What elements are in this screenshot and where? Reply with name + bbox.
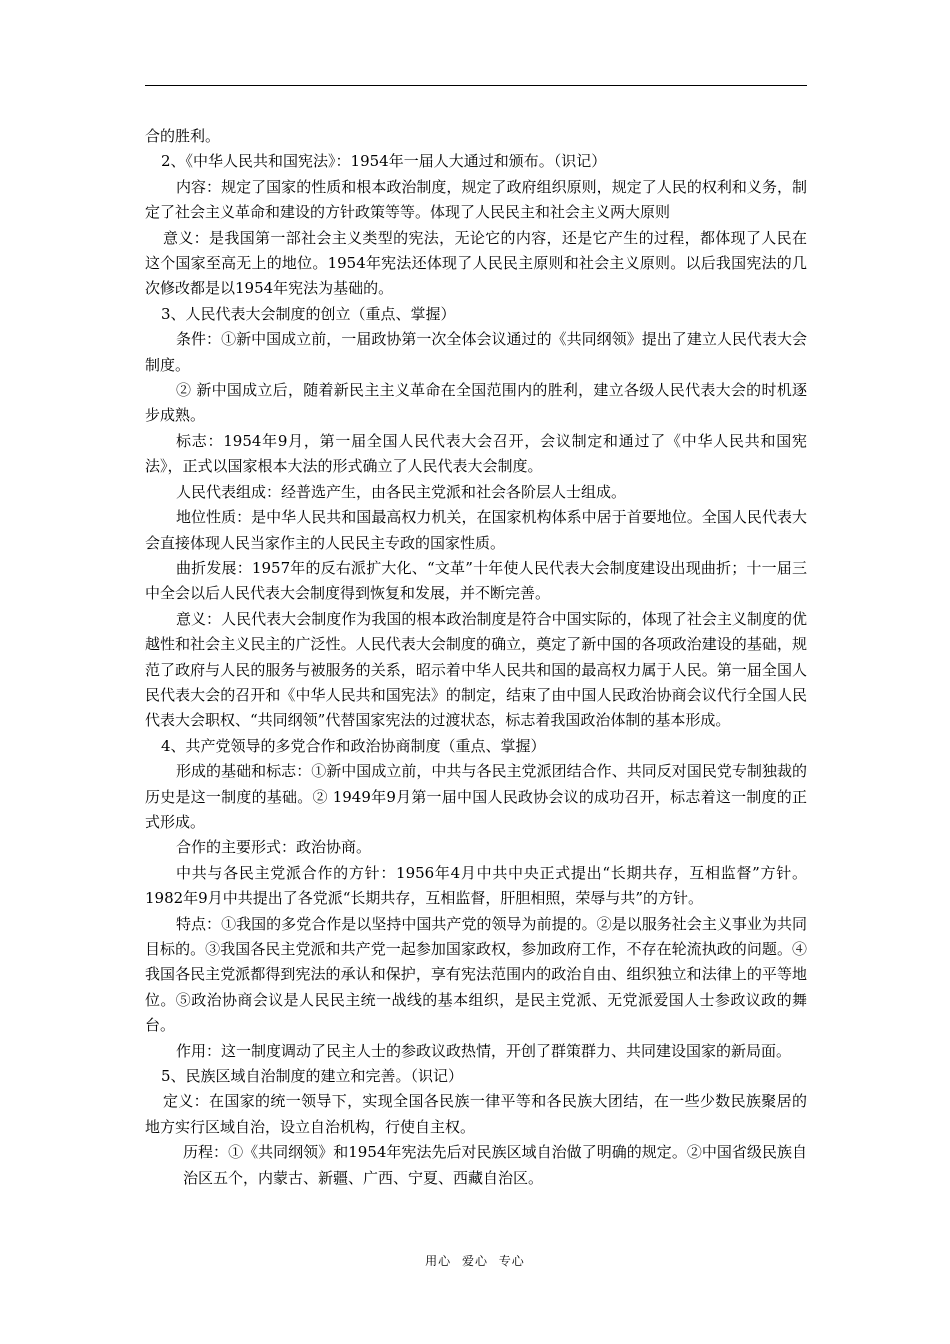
section-heading: 2、《中华人民共和国宪法》：1954年一届人大通过和颁布。（识记） bbox=[161, 152, 607, 171]
paragraph: 中共与各民主党派合作的方针：1956年4月中共中央正式提出“长期共存，互相监督”方针。1982年9月中共提出了各党派“长期共存，互相监督，肝胆相照，荣辱与共”的方针。 bbox=[145, 863, 807, 908]
paragraph: 形成的基础和标志：①新中国成立前，中共与各民主党派团结合作、共同反对国民党专制独裁的历史是这一制度的基础。② 1949年9月第一届中国人民政协会议的成功召开，标志着这一制度的正式形成。 bbox=[145, 762, 807, 831]
page-footer: 用心 爱心 专心 bbox=[425, 1254, 525, 1268]
paragraph: 作用：这一制度调动了民主人士的参政议政热情，开创了群策群力、共同建设国家的新局面。 bbox=[176, 1041, 792, 1060]
paragraph: 地位性质：是中华人民共和国最高权力机关，在国家机构体系中居于首要地位。全国人民代表大会直接体现人民当家作主的人民民主专政的国家性质。 bbox=[145, 508, 807, 552]
paragraph: 意义：人民代表大会制度作为我国的根本政治制度是符合中国实际的，体现了社会主义制度的优越性和社会主义民主的广泛性。人民代表大会制度的确立，奠定了新中国的各项政治建设的基础，规范了政府与人民的服务与被服务的关系，昭示着中华人民共和国的最高权力属于人民。第一届全国人民代表大会的召开和《中华人民共和国宪法》的制定，结束了由中国人民政治协商会议代行全国人民代表大会职权、“共同纲领”代替国家宪法的过渡状态，标志着我国政治体制的基本形成。 bbox=[145, 609, 807, 730]
paragraph: 条件：①新中国成立前，一届政协第一次全体会议通过的《共同纲领》提出了建立人民代表大会制度。 bbox=[145, 330, 807, 374]
paragraph: 标志：1954年9月，第一届全国人民代表大会召开，会议制定和通过了《中华人民共和国宪法》，正式以国家根本大法的形式确立了人民代表大会制度。 bbox=[145, 431, 807, 476]
section-heading: 5、民族区域自治制度的建立和完善。（识记） bbox=[161, 1067, 464, 1086]
paragraph: 人民代表组成：经普选产生，由各民主党派和社会各阶层人士组成。 bbox=[176, 482, 627, 501]
paragraph: 历程：①《共同纲领》和1954年宪法先后对民族区域自治做了明确的规定。②中国省级民族自治区五个，内蒙古、新疆、广西、宁夏、西藏自治区。 bbox=[183, 1143, 807, 1187]
paragraph: 内容：规定了国家的性质和根本政治制度，规定了政府组织原则，规定了人民的权利和义务，制定了社会主义革命和建设的方针政策等等。体现了人民民主和社会主义两大原则 bbox=[145, 177, 807, 222]
paragraph: 合作的主要形式：政治协商。 bbox=[176, 838, 372, 857]
paragraph: 特点：①我国的多党合作是以坚持中国共产党的领导为前提的。②是以服务社会主义事业为共同目标的。③我国各民主党派和共产党一起参加国家政权，参加政府工作，不存在轮流执政的问题。④我国各民主党派都得到宪法的承认和保护，享有宪法范围内的政治自由、组织独立和法律上的平等地位。⑤政治协商会议是人民民主统一战线的基本组织，是民主党派、无党派爱国人士参政议政的舞台。 bbox=[145, 914, 807, 1035]
header-rule bbox=[145, 85, 807, 86]
paragraph: 意义：是我国第一部社会主义类型的宪法，无论它的内容，还是它产生的过程，都体现了人民在这个国家至高无上的地位。1954年宪法还体现了人民民主原则和社会主义原则。以后我国宪法的几次修改都是以1954年宪法为基础的。 bbox=[145, 228, 807, 298]
paragraph: 合的胜利。 bbox=[145, 127, 221, 145]
paragraph: 曲折发展：1957年的反右派扩大化、“文革”十年使人民代表大会制度建设出现曲折；十一届三中全会以后人民代表大会制度得到恢复和发展，并不断完善。 bbox=[145, 558, 807, 603]
section-heading: 4、共产党领导的多党合作和政治协商制度（重点、掌握） bbox=[161, 736, 546, 755]
document-body bbox=[145, 124, 807, 1191]
paragraph: ② 新中国成立后，随着新民主主义革命在全国范围内的胜利，建立各级人民代表大会的时机逐步成熟。 bbox=[145, 381, 807, 425]
section-heading: 3、人民代表大会制度的创立（重点、掌握） bbox=[161, 304, 456, 323]
paragraph: 定义：在国家的统一领导下，实现全国各民族一律平等和各民族大团结，在一些少数民族聚居的地方实行区域自治，设立自治机构，行使自主权。 bbox=[145, 1092, 807, 1136]
